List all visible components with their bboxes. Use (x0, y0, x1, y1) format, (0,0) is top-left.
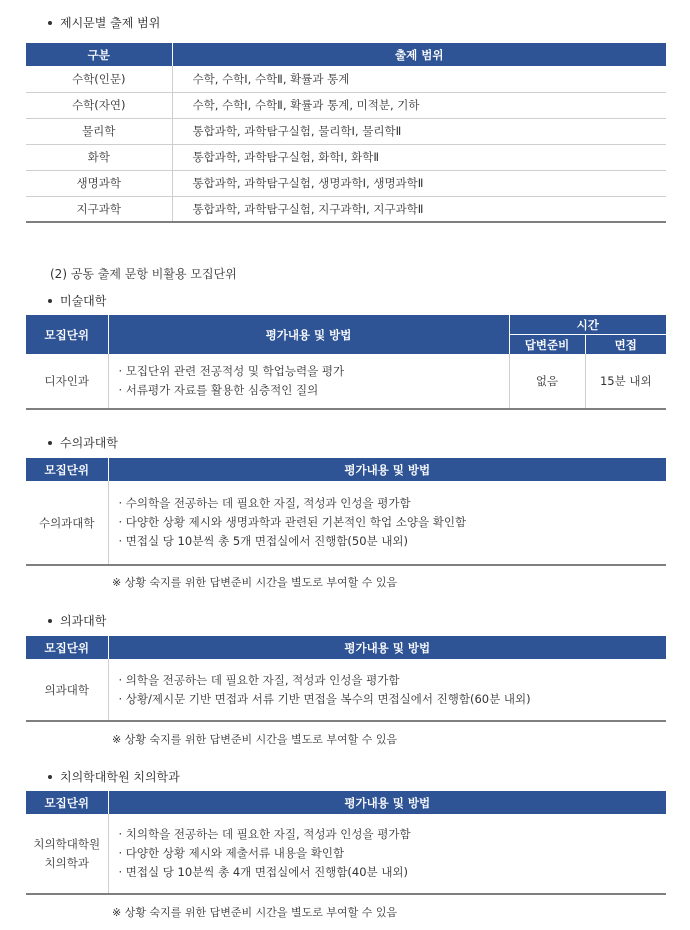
footnote: ※ 상황 숙지를 위한 답변준비 시간을 별도로 부여할 수 있음 (112, 733, 398, 746)
scope-table (26, 43, 666, 223)
table-row (26, 659, 666, 721)
content-line: · 상황/제시문 기반 면접과 서류 기반 면접을 복수의 면접실에서 진행함(60분 내외) (118, 691, 531, 706)
row-range: 통합과학, 과학탐구실험, 생명과학Ⅰ, 생명과학Ⅱ (172, 170, 666, 196)
footnote: ※ 상황 숙지를 위한 답변준비 시간을 별도로 부여할 수 있음 (112, 906, 398, 919)
art-table (26, 315, 666, 410)
med-table (26, 636, 666, 722)
row-range: 통합과학, 과학탐구실험, 지구과학Ⅰ, 지구과학Ⅱ (172, 196, 666, 222)
row-unit: 수의과대학 (26, 481, 108, 565)
table-row (26, 170, 666, 196)
section-bullet-vet (48, 434, 118, 451)
col-header-unit: 모집단위 (26, 458, 108, 481)
row-content (108, 659, 666, 721)
vet-table (26, 458, 666, 566)
table-row (26, 92, 666, 118)
dent-table (26, 791, 666, 895)
content-line: · 서류평가 자료를 활용한 심층적인 질의 (118, 383, 319, 397)
content-line: · 다양한 상황 제시와 제출서류 내용을 확인함 (118, 846, 345, 860)
col-header-unit: 모집단위 (26, 791, 108, 814)
content-line: · 다양한 상황 제시와 생명과학과 관련된 기본적인 학업 소양을 확인함 (118, 515, 467, 529)
col-header-content: 평가내용 및 방법 (108, 791, 666, 814)
row-unit: 수학(인문) (26, 66, 172, 92)
col-header-range: 출제 범위 (172, 43, 666, 66)
footnote: ※ 상황 숙지를 위한 답변준비 시간을 별도로 부여할 수 있음 (112, 576, 398, 589)
row-interview: 15분 내외 (585, 354, 666, 409)
section-title: 의과대학 (60, 614, 107, 628)
row-unit: 생명과학 (26, 170, 172, 196)
section-title: 미술대학 (60, 294, 107, 308)
table-row (26, 481, 666, 565)
col-header-category: 구분 (26, 43, 172, 66)
row-unit: 지구과학 (26, 196, 172, 222)
col-header-interview: 면접 (585, 335, 666, 355)
section-bullet-dent (48, 768, 180, 785)
section-bullet-art (48, 292, 106, 309)
row-content (108, 354, 509, 409)
col-header-unit: 모집단위 (26, 636, 108, 659)
section-title: 제시문별 출제 범위 (60, 16, 161, 30)
table-row (26, 66, 666, 92)
content-line: · 면접실 당 10분씩 총 5개 면접실에서 진행함(50분 내외) (118, 534, 409, 548)
table-row (26, 118, 666, 144)
section-bullet-med (48, 612, 106, 629)
section-bullet-scope (48, 14, 160, 31)
table-row (26, 354, 666, 409)
content-line: · 모집단위 관련 전공적성 및 학업능력을 평가 (118, 364, 345, 378)
table-row (26, 814, 666, 894)
row-unit (26, 814, 108, 894)
row-content (108, 814, 666, 894)
col-header-unit: 모집단위 (26, 315, 108, 354)
row-range: 통합과학, 과학탐구실험, 물리학Ⅰ, 물리학Ⅱ (172, 118, 666, 144)
content-line: · 치의학을 전공하는 데 필요한 자질, 적성과 인성을 평가함 (118, 827, 411, 841)
col-header-content: 평가내용 및 방법 (108, 315, 509, 354)
row-range: 수학, 수학Ⅰ, 수학Ⅱ, 확률과 통계, 미적분, 기하 (172, 92, 666, 118)
row-unit: 물리학 (26, 118, 172, 144)
unit-line: 치의학대학원 (33, 836, 101, 851)
table-row (26, 144, 666, 170)
content-line: · 면접실 당 10분씩 총 4개 면접실에서 진행함(40분 내외) (118, 865, 409, 879)
row-content (108, 481, 666, 565)
row-prep: 없음 (509, 354, 585, 409)
section-title: 수의과대학 (60, 436, 118, 450)
col-header-content: 평가내용 및 방법 (108, 458, 666, 481)
unit-line: 치의학과 (44, 855, 89, 870)
row-unit: 의과대학 (26, 659, 108, 721)
row-range: 수학, 수학Ⅰ, 수학Ⅱ, 확률과 통계 (172, 66, 666, 92)
row-unit: 수학(자연) (26, 92, 172, 118)
col-header-time: 시간 (509, 315, 666, 335)
section-title: 치의학대학원 치의학과 (60, 770, 180, 784)
subheading: (2) 공동 출제 문항 비활용 모집단위 (50, 267, 237, 281)
row-unit: 디자인과 (26, 354, 108, 409)
col-header-content: 평가내용 및 방법 (108, 636, 666, 659)
row-range: 통합과학, 과학탐구실험, 화학Ⅰ, 화학Ⅱ (172, 144, 666, 170)
table-row (26, 196, 666, 222)
content-line: · 수의학을 전공하는 데 필요한 자질, 적성과 인성을 평가함 (118, 496, 411, 510)
row-unit: 화학 (26, 144, 172, 170)
content-line: · 의학을 전공하는 데 필요한 자질, 적성과 인성을 평가함 (118, 672, 400, 687)
col-header-prep: 답변준비 (509, 335, 585, 355)
